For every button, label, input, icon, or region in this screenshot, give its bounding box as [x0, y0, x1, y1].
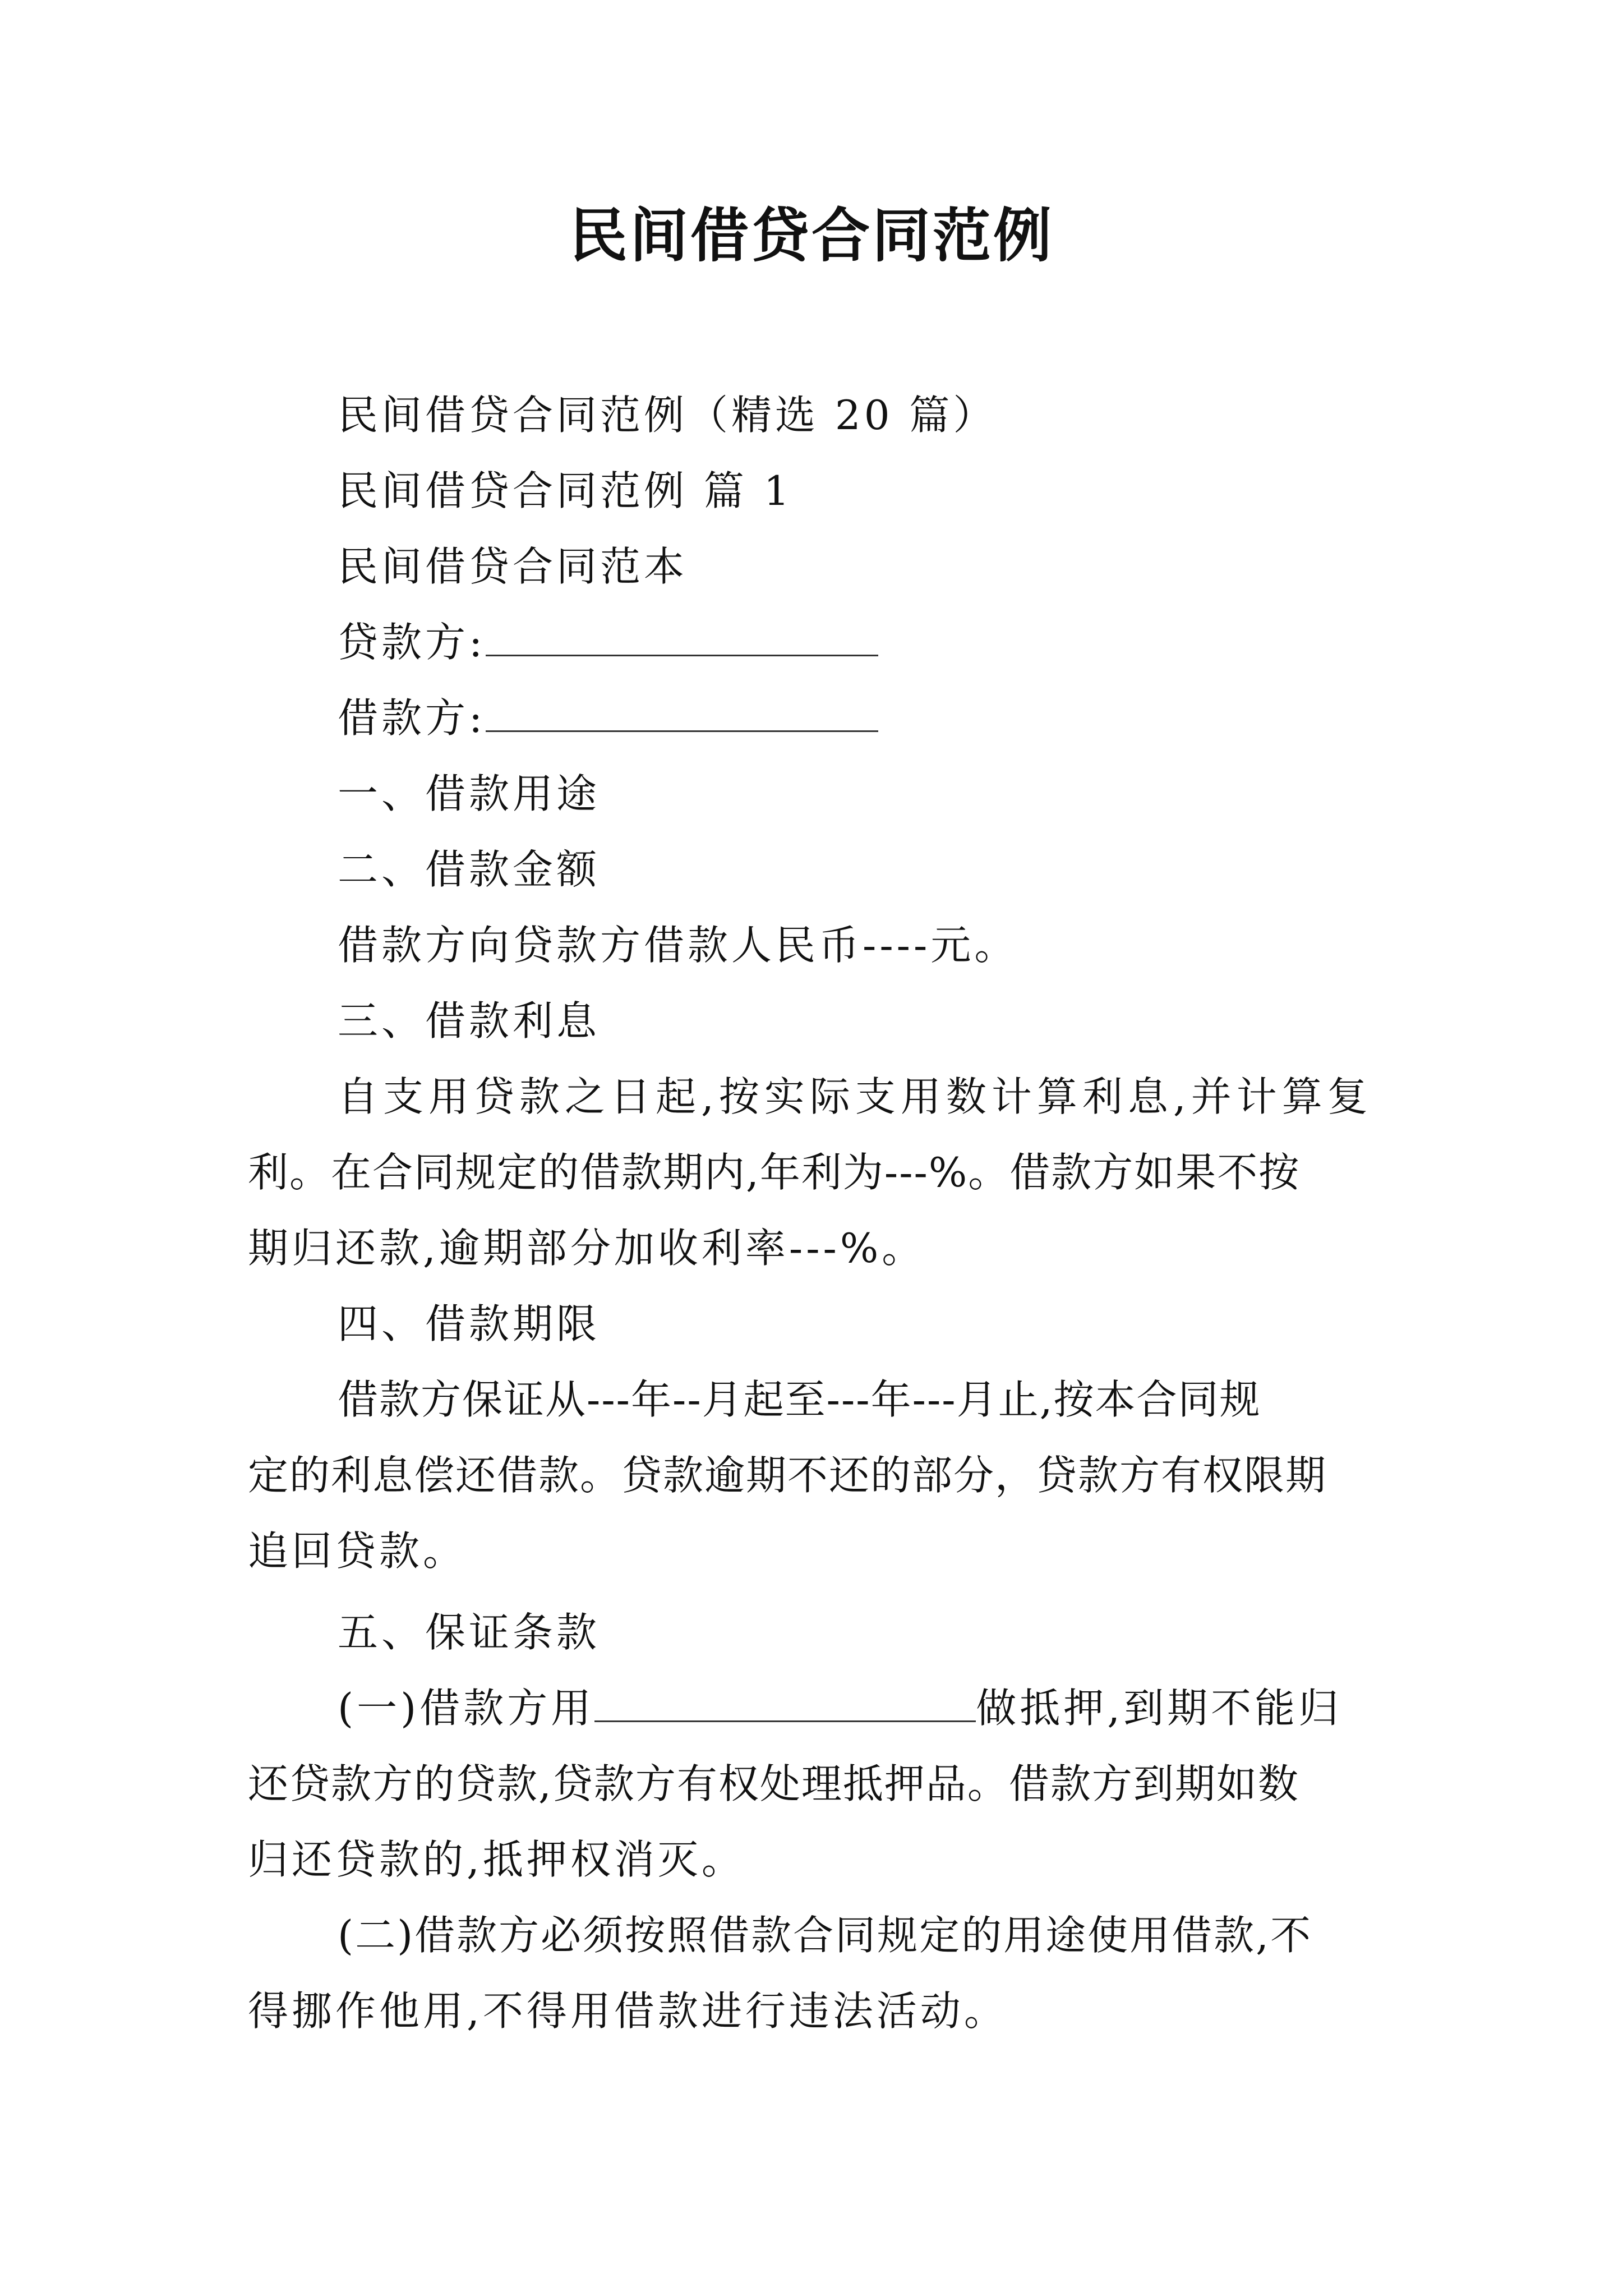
section-5-para-1-line-1: [338, 1680, 1342, 1736]
section-3-line-3: 期归还款,逾期部分加收利率---%。: [248, 1225, 926, 1272]
borrower-label: 借款方:: [338, 694, 486, 742]
section-4-line-3: 追回贷款。: [248, 1527, 467, 1575]
section-5-heading: 五、保证条款: [338, 1609, 601, 1656]
section-5-para-1-end: 做抵押,到期不能归: [976, 1685, 1343, 1732]
template-name: 民间借贷合同范本: [338, 543, 688, 590]
section-5-para-1-line-3: 归还贷款的,抵押权消灭。: [248, 1836, 745, 1883]
section-2-heading: 二、借款金额: [338, 846, 601, 893]
section-1-heading: 一、借款用途: [338, 770, 601, 817]
section-3-line-2: 利。在合同规定的借款期内,年利为---%。借款方如果不按: [248, 1149, 1301, 1196]
section-5-para-2-line-1: (二)借款方必须按照借款合同规定的用途使用借款,不: [338, 1912, 1313, 1959]
section-4-line-2: 定的利息偿还借款。贷款逾期不还的部分，贷款方有权限期: [248, 1452, 1327, 1499]
borrower-line: [338, 690, 878, 746]
part-heading: 民间借贷合同范例 篇 1: [338, 467, 793, 514]
section-3-heading: 三、借款利息: [338, 997, 601, 1045]
borrower-blank: [486, 693, 878, 732]
section-4-heading: 四、借款期限: [338, 1300, 601, 1347]
section-5-para-2-line-2: 得挪作他用,不得用借款进行违法活动。: [248, 1987, 1008, 2035]
lender-blank: [486, 618, 878, 656]
subtitle: 民间借贷合同范例（精选 20 篇）: [338, 392, 997, 439]
document-title: 民间借贷合同范例: [569, 201, 1054, 270]
collateral-blank: [594, 1683, 976, 1722]
section-2-text: 借款方向贷款方借款人民币----元。: [338, 922, 1018, 969]
section-4-line-1: 借款方保证从---年--月起至---年---月止,按本合同规: [338, 1376, 1261, 1423]
lender-line: [338, 614, 878, 670]
lender-label: 贷款方:: [338, 619, 486, 666]
section-5-para-1-line-2: 还贷款方的贷款,贷款方有权处理抵押品。借款方到期如数: [248, 1760, 1299, 1807]
section-5-para-1-start: (一)借款方用: [338, 1685, 595, 1732]
section-3-line-1: 自支用贷款之日起,按实际支用数计算利息,并计算复: [338, 1073, 1373, 1120]
